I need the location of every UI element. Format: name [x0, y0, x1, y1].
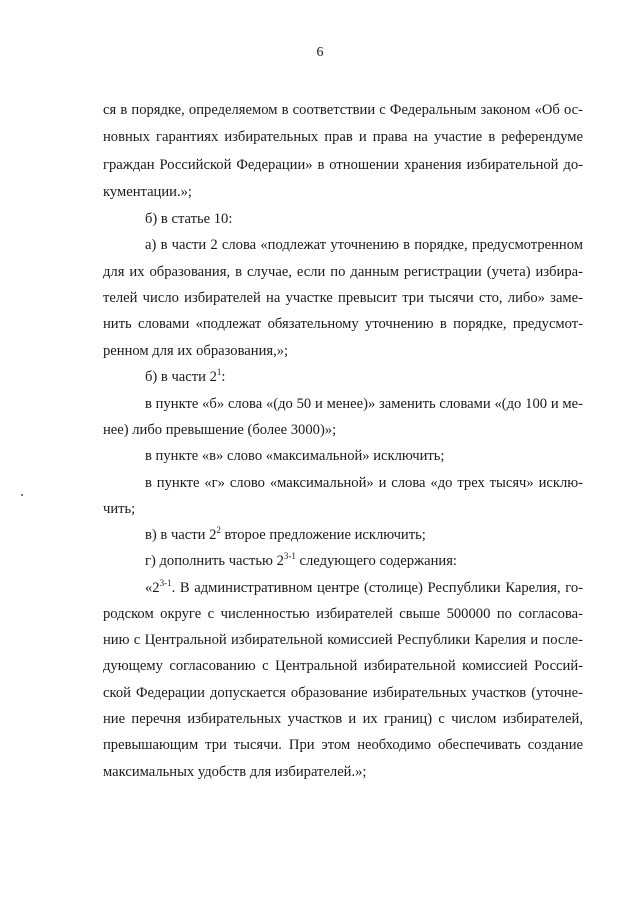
- text-line: для их образования, в случае, если по данным регистрации (учета) избира-: [103, 264, 583, 280]
- text-line: а) в части 2 слова «подлежат уточнению в порядке, предусмотренном: [145, 237, 583, 253]
- text-line: ской Федерации допускается образование избирательных участков (уточне-: [103, 685, 583, 701]
- text-line: чить;: [103, 501, 136, 517]
- text-line: нить словами «подлежат обязательному уточнению в порядке, предусмот-: [103, 316, 583, 332]
- text-line: ние перечня избирательных участков и их границ) с числом избирателей,: [103, 711, 583, 727]
- scan-speck: [21, 494, 23, 496]
- text-line: б) в статье 10:: [145, 211, 233, 227]
- text-line: кументации.»;: [103, 184, 192, 200]
- page-number: 6: [316, 45, 324, 60]
- text-line: новных гарантиях избирательных прав и права на участие в референдуме: [103, 129, 583, 145]
- text-line: граждан Российской Федерации» в отношении хранения избирательной до-: [103, 157, 583, 173]
- text-line: в пункте «б» слова «(до 50 и менее)» заменить словами «(до 100 и ме-: [145, 396, 583, 412]
- text-line: нию с Центральной избирательной комиссией Республики Карелия и после-: [103, 632, 583, 648]
- text-line: «2$^{3-1}$. В административном центре (столице) Республики Карелия, го-: [145, 578, 583, 596]
- text-line: г) дополнить частью 2$^{3-1}$ следующего содержания:: [145, 551, 457, 569]
- text-line: в) в части $2^2$ второе предложение исключить;: [145, 525, 426, 543]
- text-line: б) в части $2^1$:: [145, 367, 226, 385]
- text-line: максимальных удобств для избирателей.»;: [103, 764, 367, 780]
- text-line: в пункте «в» слово «максимальной» исключить;: [145, 448, 445, 464]
- text-line: ренном для их образования,»;: [103, 343, 289, 359]
- text-line: родском округе с численностью избирателей свыше 500000 по согласова-: [103, 606, 583, 622]
- text-line: нее) либо превышение (более 3000)»;: [103, 422, 337, 438]
- text-line: ся в порядке, определяемом в соответствии с Федеральным законом «Об ос-: [103, 102, 583, 118]
- text-line: превышающим три тысячи. При этом необходимо обеспечивать создание: [103, 737, 583, 753]
- text-line: телей число избирателей на участке превысит три тысячи сто, либо» заме-: [103, 290, 583, 306]
- text-line: дующему согласованию с Центральной избирательной комиссией Россий-: [103, 658, 583, 674]
- text-line: в пункте «г» слово «максимальной» и слова «до трех тысяч» исклю-: [145, 475, 583, 491]
